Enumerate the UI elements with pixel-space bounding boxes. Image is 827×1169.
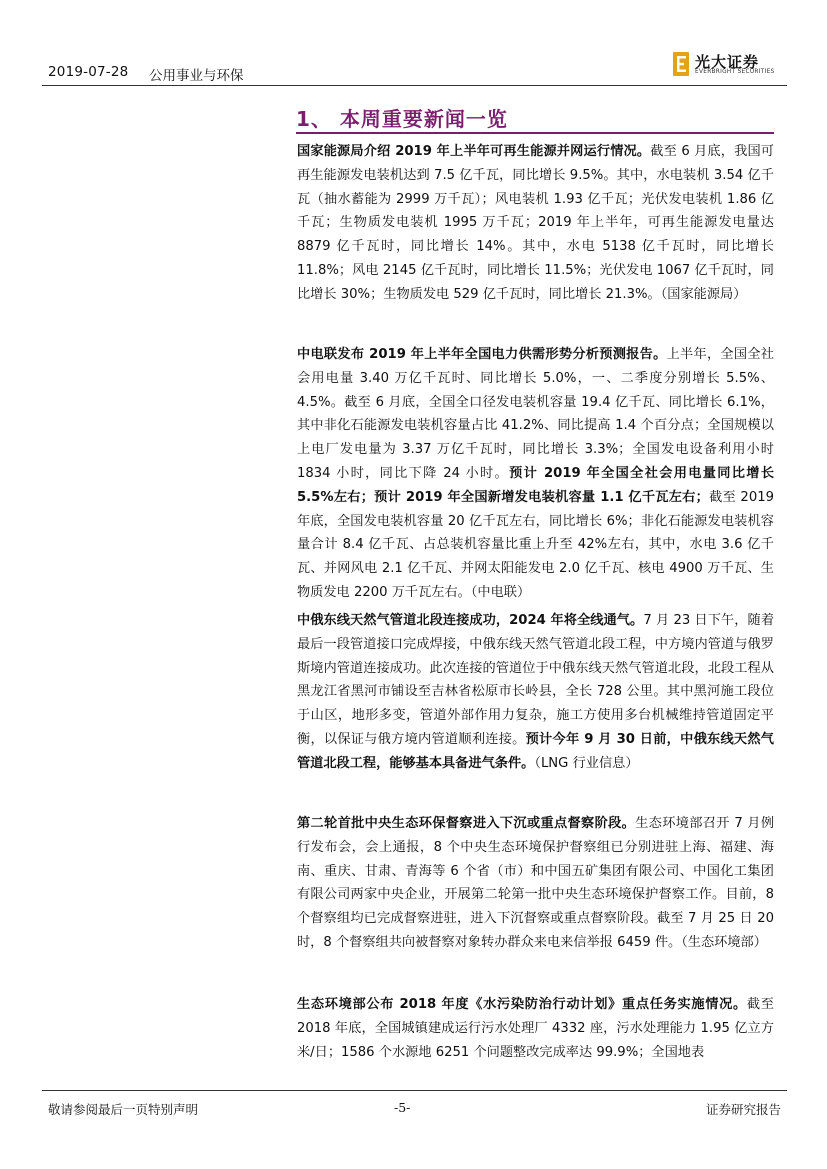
news-highlight: 预计今年 9 月 30 日前，中俄东线天然气管道北段工程，能够基本具备进气条件。 [297,731,774,771]
news-tail: （LNG 行业信息） [534,755,639,771]
footer-disclaimer: 敬请参阅最后一页特别声明 [48,1102,199,1117]
news-tail: 截至 2019 年底，全国发电装机容量 20 亿千瓦左右，同比增长 6%；非化石能源发电装机容量合计 8.4 亿千瓦、占总装机容量比重上升至 42%左右，其中，水电 3.6 亿千瓦、并网风电 2.1 亿千瓦、并网太阳能发电 2.0 亿千瓦、核电 4900 万千瓦、生物质发电 2200 万千瓦左右。（中电联） [297,489,774,600]
news-headline: 中电联发布 2019 年上半年全国电力供需形势分析预测报告。 [297,347,667,362]
logo-text-en: EVERBRIGHT SECURITIES [695,69,775,75]
page-header [42,53,787,84]
news-body: 7 月 23 日下午，随着最后一段管道接口完成焊接，中俄东线天然气管道北段工程，中方境内管道与俄罗斯境内管道连接成功。此次连接的管道位于中俄东线天然气管道北段，北段工程从黑龙江省黑河市铺设至吉林省松原市长岭县，全长 728 公里。其中黑河施工段位于山区，地形多变，管道外部作用力复杂，施工方使用多台机械维持管道固定平衡，以保证与俄方境内管道顺利连接。 [297,613,775,747]
news-body: 截至 2018 年底，全国城镇建成运行污水处理厂 4332 座，污水处理能力 1.95 亿立方米/日；1586 个水源地 6251 个问题整改完成率达 99.9%；全国地表 [297,997,774,1060]
news-item [297,609,774,776]
news-headline: 国家能源局介绍 2019 年上半年可再生能源并网运行情况。 [297,144,651,159]
page-footer [42,1090,787,1120]
logo-text-cn: 光大证券 [695,53,760,71]
everbright-logo-icon [673,52,689,76]
section-title: 1、 本周重要新闻一览 [296,107,508,131]
news-headline: 生态环境部公布 2018 年度《水污染防治行动计划》重点任务实施情况。 [297,997,747,1012]
news-item [297,343,774,605]
news-item [297,993,774,1064]
page-number: -5- [394,1100,411,1115]
news-highlight: 预计 2019 年全国全社会用电量同比增长 5.5%左右；预计 2019 年全国新增发电装机容量 1.1 亿千瓦左右； [297,465,775,505]
report-type: 证券研究报告 [705,1102,781,1117]
section-title-underline [296,132,774,134]
news-headline: 中俄东线天然气管道北段连接成功，2024 年将全线通气。 [297,613,644,628]
footer-divider [42,1090,787,1091]
news-item [297,140,774,307]
news-body: 截至 6 月底，我国可再生能源发电装机达到 7.5 亿千瓦，同比增长 9.5%。其中，水电装机 3.54 亿千瓦（抽水蓄能为 2999 万千瓦）；风电装机 1.93 亿千瓦；光伏发电装机 1.86 亿千瓦；生物质发电装机 1995 万千瓦；2019 年上半年，可再生能源发电量达 8879 亿千瓦时，同比增长 14%。其中，水电 5138 亿千瓦时，同比增长 11.8%；风电 2145 亿千瓦时，同比增长 11.5%；光伏发电 1067 亿千瓦时，同比增长 30%；生物质发电 529 亿千瓦时，同比增长 21.3%。（国家能源局） [297,144,774,302]
news-body: 生态环境部召开 7 月例行发布会，会上通报，8 个中央生态环境保护督察组已分别进驻上海、福建、海南、重庆、甘肃、青海等 6 个省（市）和中国五矿集团有限公司、中国化工集团有限公司两家中央企业，开展第二轮第一批中央生态环境保护督察工作。目前，8 个督察组均已完成督察进驻，进入下沉督察或重点督察阶段。截至 7 月 25 日 20 时，8 个督察组共向被督察对象转办群众来电来信举报 6459 件。（生态环境部） [297,816,775,950]
company-logo [673,50,781,80]
header-divider [42,85,787,86]
news-item [297,812,774,955]
news-body: 上半年，全国全社会用电量 3.40 万亿千瓦时、同比增长 5.0%，一、二季度分别增长 5.5%、4.5%。截至 6 月底，全国全口径发电装机容量 19.4 亿千瓦、同比增长 6.1%，其中非化石能源发电装机容量占比 41.2%、同比提高 1.4 个百分点；全国规模以上电厂发电量为 3.37 万亿千瓦时，同比增长 3.3%；全国发电设备利用小时 1834 小时，同比下降 24 小时。 [297,347,774,481]
report-date: 2019-07-28 [48,64,129,80]
news-headline: 第二轮首批中央生态环保督察进入下沉或重点督察阶段。 [297,816,636,831]
report-sector: 公用事业与环保 [149,68,244,84]
